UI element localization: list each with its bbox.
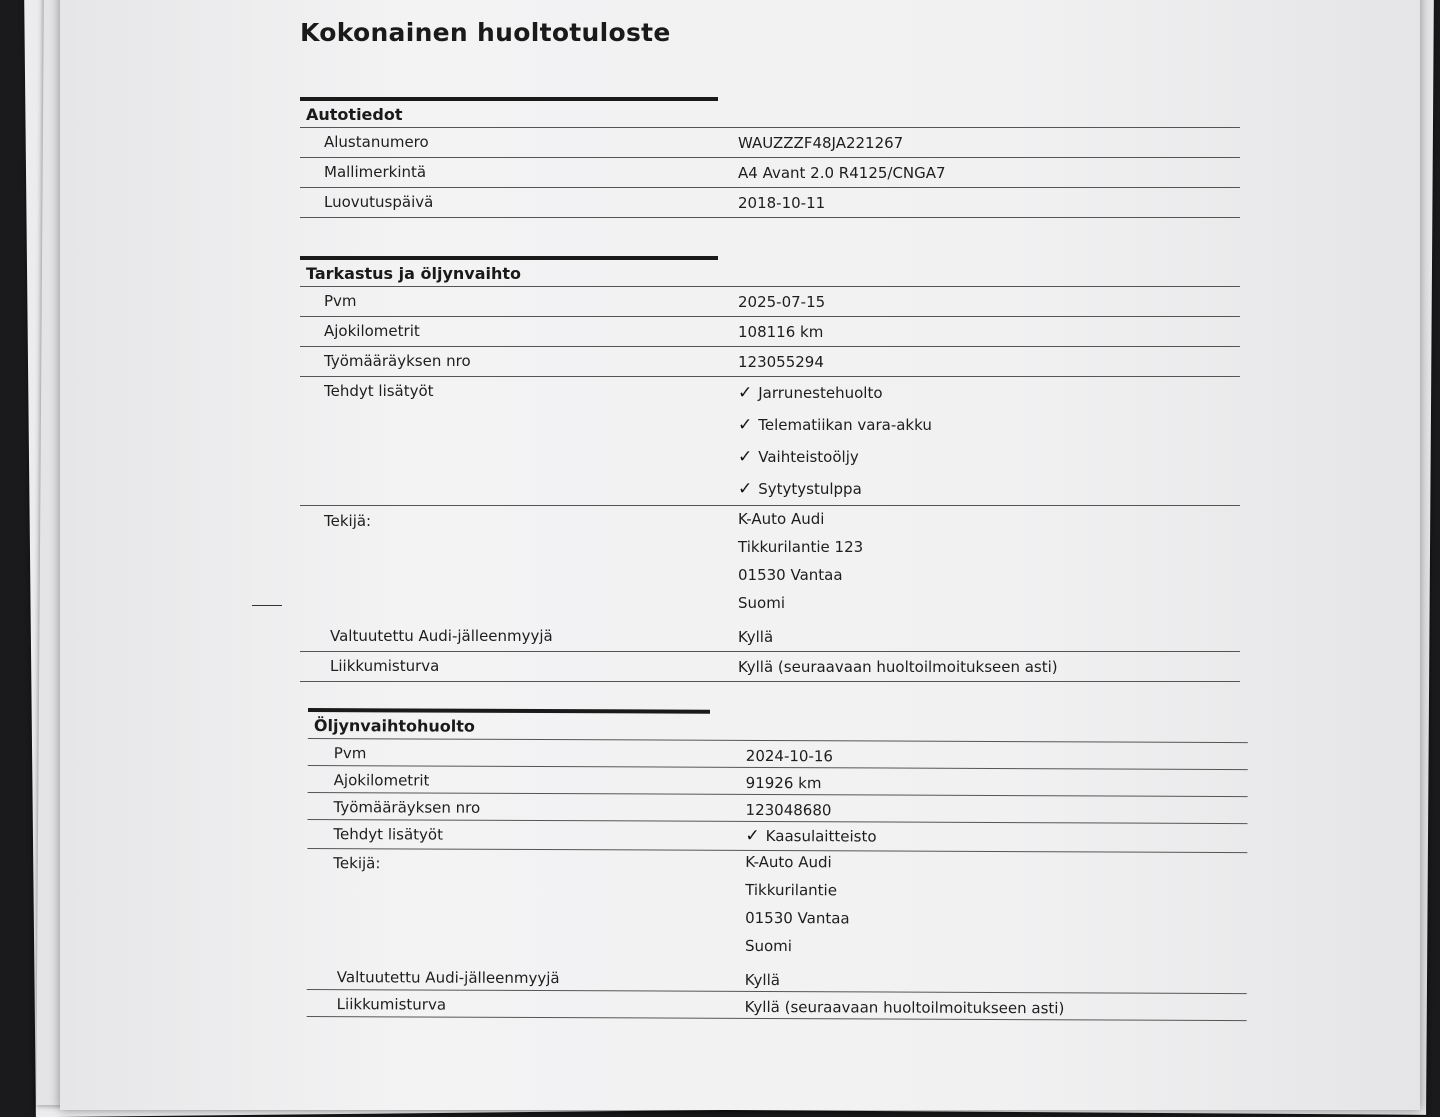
- row-work-order: [308, 793, 1248, 824]
- row-value: 2018-10-11: [738, 194, 826, 212]
- section-title: Tarkastus ja öljynvaihto: [300, 260, 1240, 287]
- check-item: [738, 409, 1240, 441]
- row-value: [723, 822, 1247, 852]
- row-model: [300, 158, 1240, 188]
- row-extra-work: [307, 820, 1247, 853]
- row-label: Tehdyt lisätyöt: [324, 382, 434, 400]
- row-label: Mallimerkintä: [324, 163, 427, 181]
- row-authorized-dealer: [300, 622, 1240, 652]
- row-label: Ajokilometrit: [333, 771, 430, 790]
- address-line: 01530 Vantaa: [738, 566, 843, 584]
- row-chassis-number: [300, 128, 1240, 158]
- section-title: Autotiedot: [300, 101, 1240, 128]
- row-value: A4 Avant 2.0 R4125/CNGA7: [738, 164, 946, 182]
- row-value: [716, 377, 1240, 505]
- check-item: [738, 377, 1240, 409]
- row-value: [716, 506, 1240, 622]
- check-icon: ✓: [738, 415, 753, 435]
- address-line: 01530 Vantaa: [745, 908, 850, 928]
- row-mileage: [300, 317, 1240, 347]
- row-delivery-date: [300, 188, 1240, 218]
- row-label: Pvm: [333, 744, 367, 763]
- margin-mark: [252, 605, 282, 606]
- section-service-2: [307, 708, 1248, 1021]
- row-value: Kyllä: [744, 970, 781, 990]
- row-date: [300, 287, 1240, 317]
- row-label: Ajokilometrit: [324, 322, 420, 340]
- row-performer: [300, 506, 1240, 622]
- row-value: 2025-07-15: [738, 293, 826, 311]
- row-label: Tekijä:: [333, 854, 381, 873]
- check-item: [745, 822, 1247, 852]
- row-value: 123055294: [738, 353, 824, 371]
- row-label: Liikkumisturva: [330, 657, 440, 675]
- row-label: Tehdyt lisätyöt: [333, 825, 444, 844]
- section-service-1: [300, 256, 1240, 682]
- row-value: 123048680: [745, 800, 832, 820]
- row-mobility: [307, 990, 1247, 1021]
- row-label: Pvm: [324, 292, 357, 310]
- check-item: [738, 441, 1240, 473]
- row-label: Työmääräyksen nro: [324, 352, 471, 370]
- row-label: Liikkumisturva: [336, 995, 447, 1014]
- row-extra-work: [300, 377, 1240, 506]
- row-value: WAUZZZF48JA221267: [738, 134, 904, 152]
- address-line: Suomi: [744, 936, 793, 956]
- check-icon: ✓: [738, 447, 753, 467]
- row-value: [723, 851, 1247, 967]
- row-label: Työmääräyksen nro: [333, 798, 481, 817]
- check-icon: ✓: [738, 383, 753, 403]
- document-title: Kokonainen huoltotuloste: [300, 18, 671, 47]
- address-line: Tikkurilantie 123: [738, 538, 864, 556]
- check-item-label: Vaihteistoöljy: [758, 448, 859, 466]
- section-title: Öljynvaihtohuolto: [308, 712, 1248, 743]
- row-mobility: [300, 652, 1240, 682]
- section-car-info: [300, 97, 1240, 218]
- document-content: [300, 18, 1245, 1017]
- address-line: Suomi: [738, 594, 785, 612]
- row-authorized-dealer: [307, 963, 1247, 994]
- check-item-label: Sytytystulppa: [758, 480, 862, 498]
- row-value: 108116 km: [738, 323, 824, 341]
- row-label: Valtuutettu Audi-jälleenmyyjä: [330, 627, 553, 645]
- row-label: Luovutuspäivä: [324, 193, 434, 211]
- check-icon: ✓: [738, 479, 753, 499]
- row-label: Alustanumero: [324, 133, 429, 151]
- address-line: K-Auto Audi: [745, 852, 832, 872]
- row-value: Kyllä (seuraavaan huoltoilmoitukseen asti): [738, 658, 1058, 676]
- row-mileage: [308, 766, 1248, 797]
- row-value: 91926 km: [745, 773, 822, 793]
- row-value: Kyllä: [738, 628, 774, 646]
- row-label: Valtuutettu Audi-jälleenmyyjä: [336, 968, 560, 988]
- row-label: Tekijä:: [324, 512, 372, 530]
- check-item: [738, 473, 1240, 505]
- check-item-label: Telematiikan vara-akku: [758, 416, 932, 434]
- row-work-order: [300, 347, 1240, 377]
- row-date: [308, 739, 1248, 770]
- check-icon: ✓: [745, 825, 760, 846]
- row-performer: [307, 849, 1247, 967]
- address-line: Tikkurilantie: [745, 880, 838, 900]
- row-value: 2024-10-16: [745, 746, 834, 766]
- address-line: K-Auto Audi: [738, 510, 825, 528]
- check-item-label: Jarrunestehuolto: [758, 384, 883, 402]
- row-value: Kyllä (seuraavaan huoltoilmoitukseen asti): [744, 997, 1065, 1018]
- check-item-label: Kaasulaitteisto: [765, 826, 877, 846]
